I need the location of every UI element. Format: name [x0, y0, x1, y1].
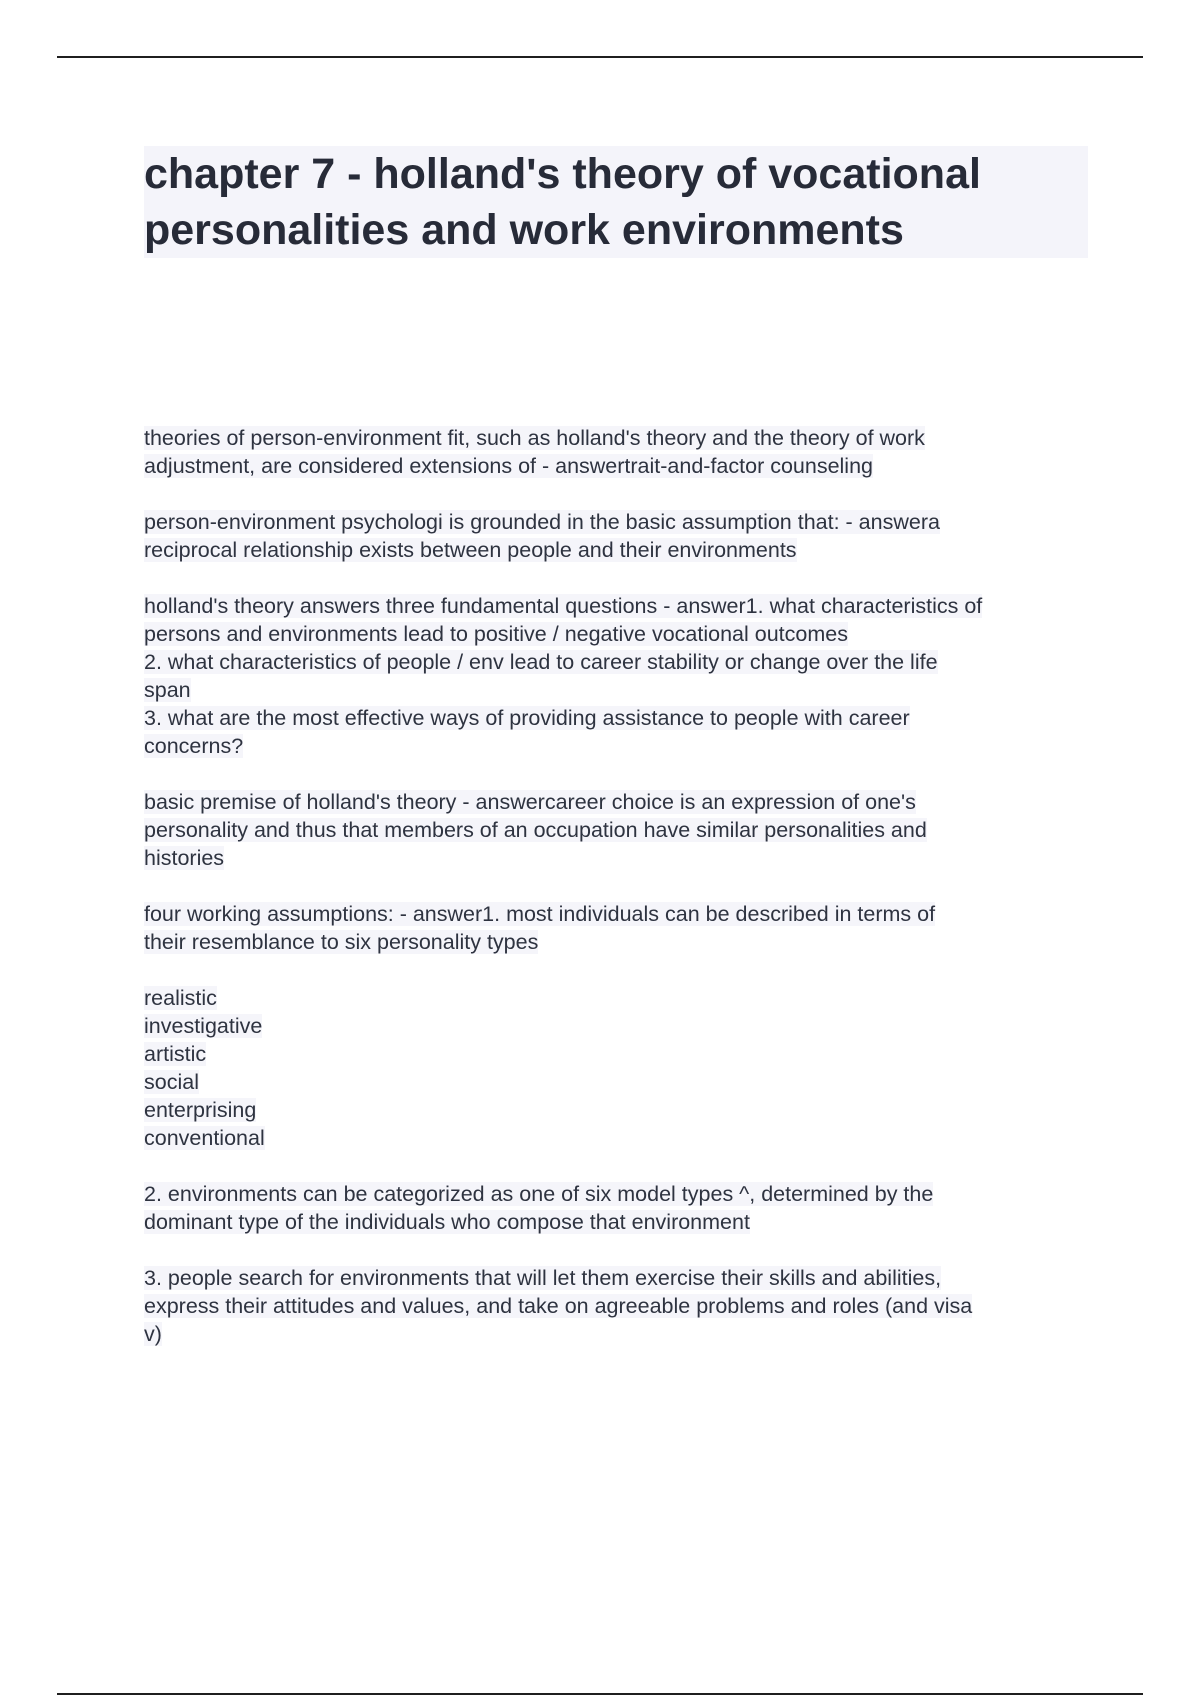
personality-type-list	[144, 984, 1094, 1152]
list-item: artistic	[144, 1042, 207, 1066]
list-item: realistic	[144, 986, 217, 1010]
text-line: holland's theory answers three fundamental questions - answer1. what characteristics of	[144, 594, 983, 618]
qa-block	[144, 788, 1094, 872]
text-line: express their attitudes and values, and take on agreeable problems and roles (and visa	[144, 1294, 973, 1318]
qa-block	[144, 592, 1094, 760]
qa-block	[144, 508, 1094, 564]
text-line: reciprocal relationship exists between people and their environments	[144, 538, 797, 562]
text-line: span	[144, 678, 191, 702]
text-line: 2. environments can be categorized as one of six model types ^, determined by the	[144, 1182, 934, 1206]
text-line: basic premise of holland's theory - answercareer choice is an expression of one's	[144, 790, 916, 814]
list-item: social	[144, 1070, 199, 1094]
text-line: 3. what are the most effective ways of providing assistance to people with career	[144, 706, 910, 730]
list-item: investigative	[144, 1014, 263, 1038]
qa-block	[144, 900, 1094, 956]
top-rule	[57, 56, 1143, 58]
text-line: four working assumptions: - answer1. most individuals can be described in terms of	[144, 902, 936, 926]
text-line: theories of person-environment fit, such as holland's theory and the theory of work	[144, 426, 925, 450]
qa-block	[144, 424, 1094, 480]
text-line: 2. what characteristics of people / env lead to career stability or change over the life	[144, 650, 938, 674]
list-item: enterprising	[144, 1098, 257, 1122]
text-line: persons and environments lead to positive / negative vocational outcomes	[144, 622, 848, 646]
title-line: personalities and work environments	[144, 206, 904, 254]
text-line: histories	[144, 846, 225, 870]
text-line: person-environment psychologi is grounded in the basic assumption that: - answera	[144, 510, 940, 534]
text-line: personality and thus that members of an occupation have similar personalities and	[144, 818, 927, 842]
title-line: chapter 7 - holland's theory of vocational	[144, 150, 981, 198]
page-title	[144, 146, 1088, 258]
text-line: dominant type of the individuals who compose that environment	[144, 1210, 750, 1234]
text-line: adjustment, are considered extensions of - answertrait-and-factor counseling	[144, 454, 873, 478]
text-line: concerns?	[144, 734, 244, 758]
text-line: 3. people search for environments that will let them exercise their skills and abilities,	[144, 1266, 942, 1290]
bottom-rule	[57, 1693, 1143, 1695]
qa-block	[144, 1264, 1094, 1348]
qa-block	[144, 1180, 1094, 1236]
list-item: conventional	[144, 1126, 265, 1150]
text-line: v)	[144, 1322, 162, 1346]
document-body	[144, 424, 1094, 1376]
text-line: their resemblance to six personality types	[144, 930, 539, 954]
